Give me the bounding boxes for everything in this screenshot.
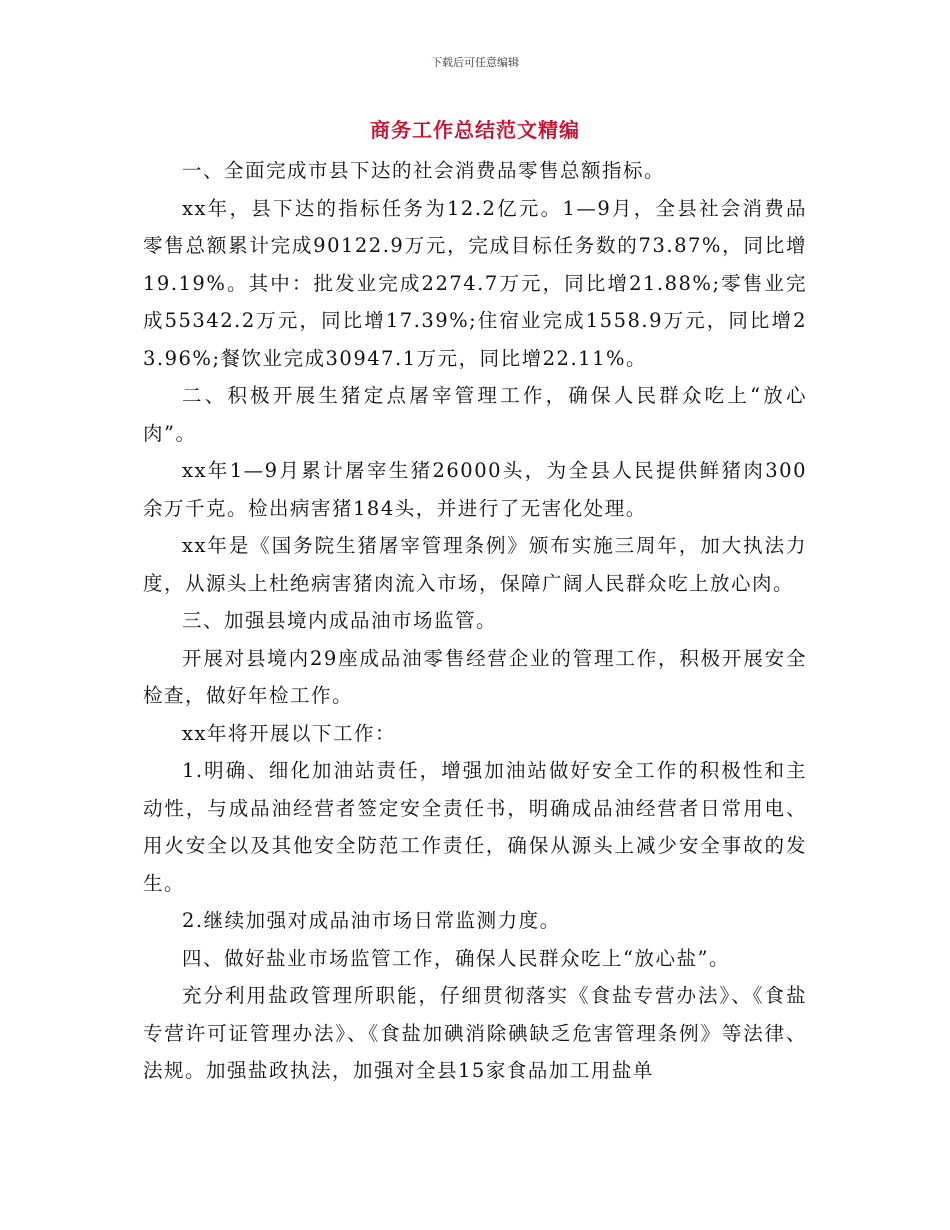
paragraph-retail-sales: xx年，县下达的指标任务为12.2亿元。1—9月，全县社会消费品零售总额累计完成90122.9万元，完成目标任务数的73.87%，同比增19.19%。其中：批发业完成2274.7万元，同比增21.88%;零售业完成55342.2万元，同比增17.39%;住宿业完成1558.9万元，同比增23.96%;餐饮业完成30947.1万元，同比增22.11%。 bbox=[143, 196, 807, 370]
paragraph-section-3-heading: 三、加强县境内成品油市场监管。 bbox=[182, 609, 498, 632]
paragraph-section-2-heading: 二、积极开展生猪定点屠宰管理工作，确保人民群众吃上“放心肉”。 bbox=[143, 384, 807, 445]
paragraph-work-item-1: 1.明确、细化加油站责任，增强加油站做好安全工作的积极性和主动性，与成品油经营者签定安全责任书，明确成品油经营者日常用电、用火安全以及其他安全防范工作责任，确保从源头上减少安全事故的发生。 bbox=[143, 759, 807, 895]
paragraph-work-item-2: 2.继续加强对成品油市场日常监测力度。 bbox=[182, 909, 561, 932]
document-title: 商务工作总结范文精编 bbox=[370, 118, 580, 142]
paragraph-slaughter-stats: xx年1—9月累计屠宰生猪26000头，为全县人民提供鲜猪肉300余万千克。检出病害猪184头，并进行了无害化处理。 bbox=[143, 459, 807, 520]
paragraph-oil-management: 开展对县境内29座成品油零售经营企业的管理工作，积极开展安全检查，做好年检工作。 bbox=[143, 646, 807, 707]
paragraph-section-4-heading: 四、做好盐业市场监管工作，确保人民群众吃上“放心盐”。 bbox=[182, 946, 730, 970]
document-body bbox=[143, 152, 807, 1090]
paragraph-salt-regulation: 充分利用盐政管理所职能，仔细贯彻落实《食盐专营办法》、《食盐专营许可证管理办法》、《食盐加碘消除碘缺乏危害管理条例》等法律、法规。加强盐政执法，加强对全县15家食品加工用盐单 bbox=[143, 984, 807, 1082]
paragraph-work-plan-intro: xx年将开展以下工作： bbox=[182, 721, 396, 745]
paragraph-section-1-heading: 一、全面完成市县下达的社会消费品零售总额指标。 bbox=[182, 159, 666, 182]
paragraph-slaughter-regulation: xx年是《国务院生猪屠宰管理条例》颁布实施三周年，加大执法力度，从源头上杜绝病害猪肉流入市场，保障广阔人民群众吃上放心肉。 bbox=[143, 534, 807, 595]
header-note: 下载后可任意编辑 bbox=[431, 56, 519, 69]
